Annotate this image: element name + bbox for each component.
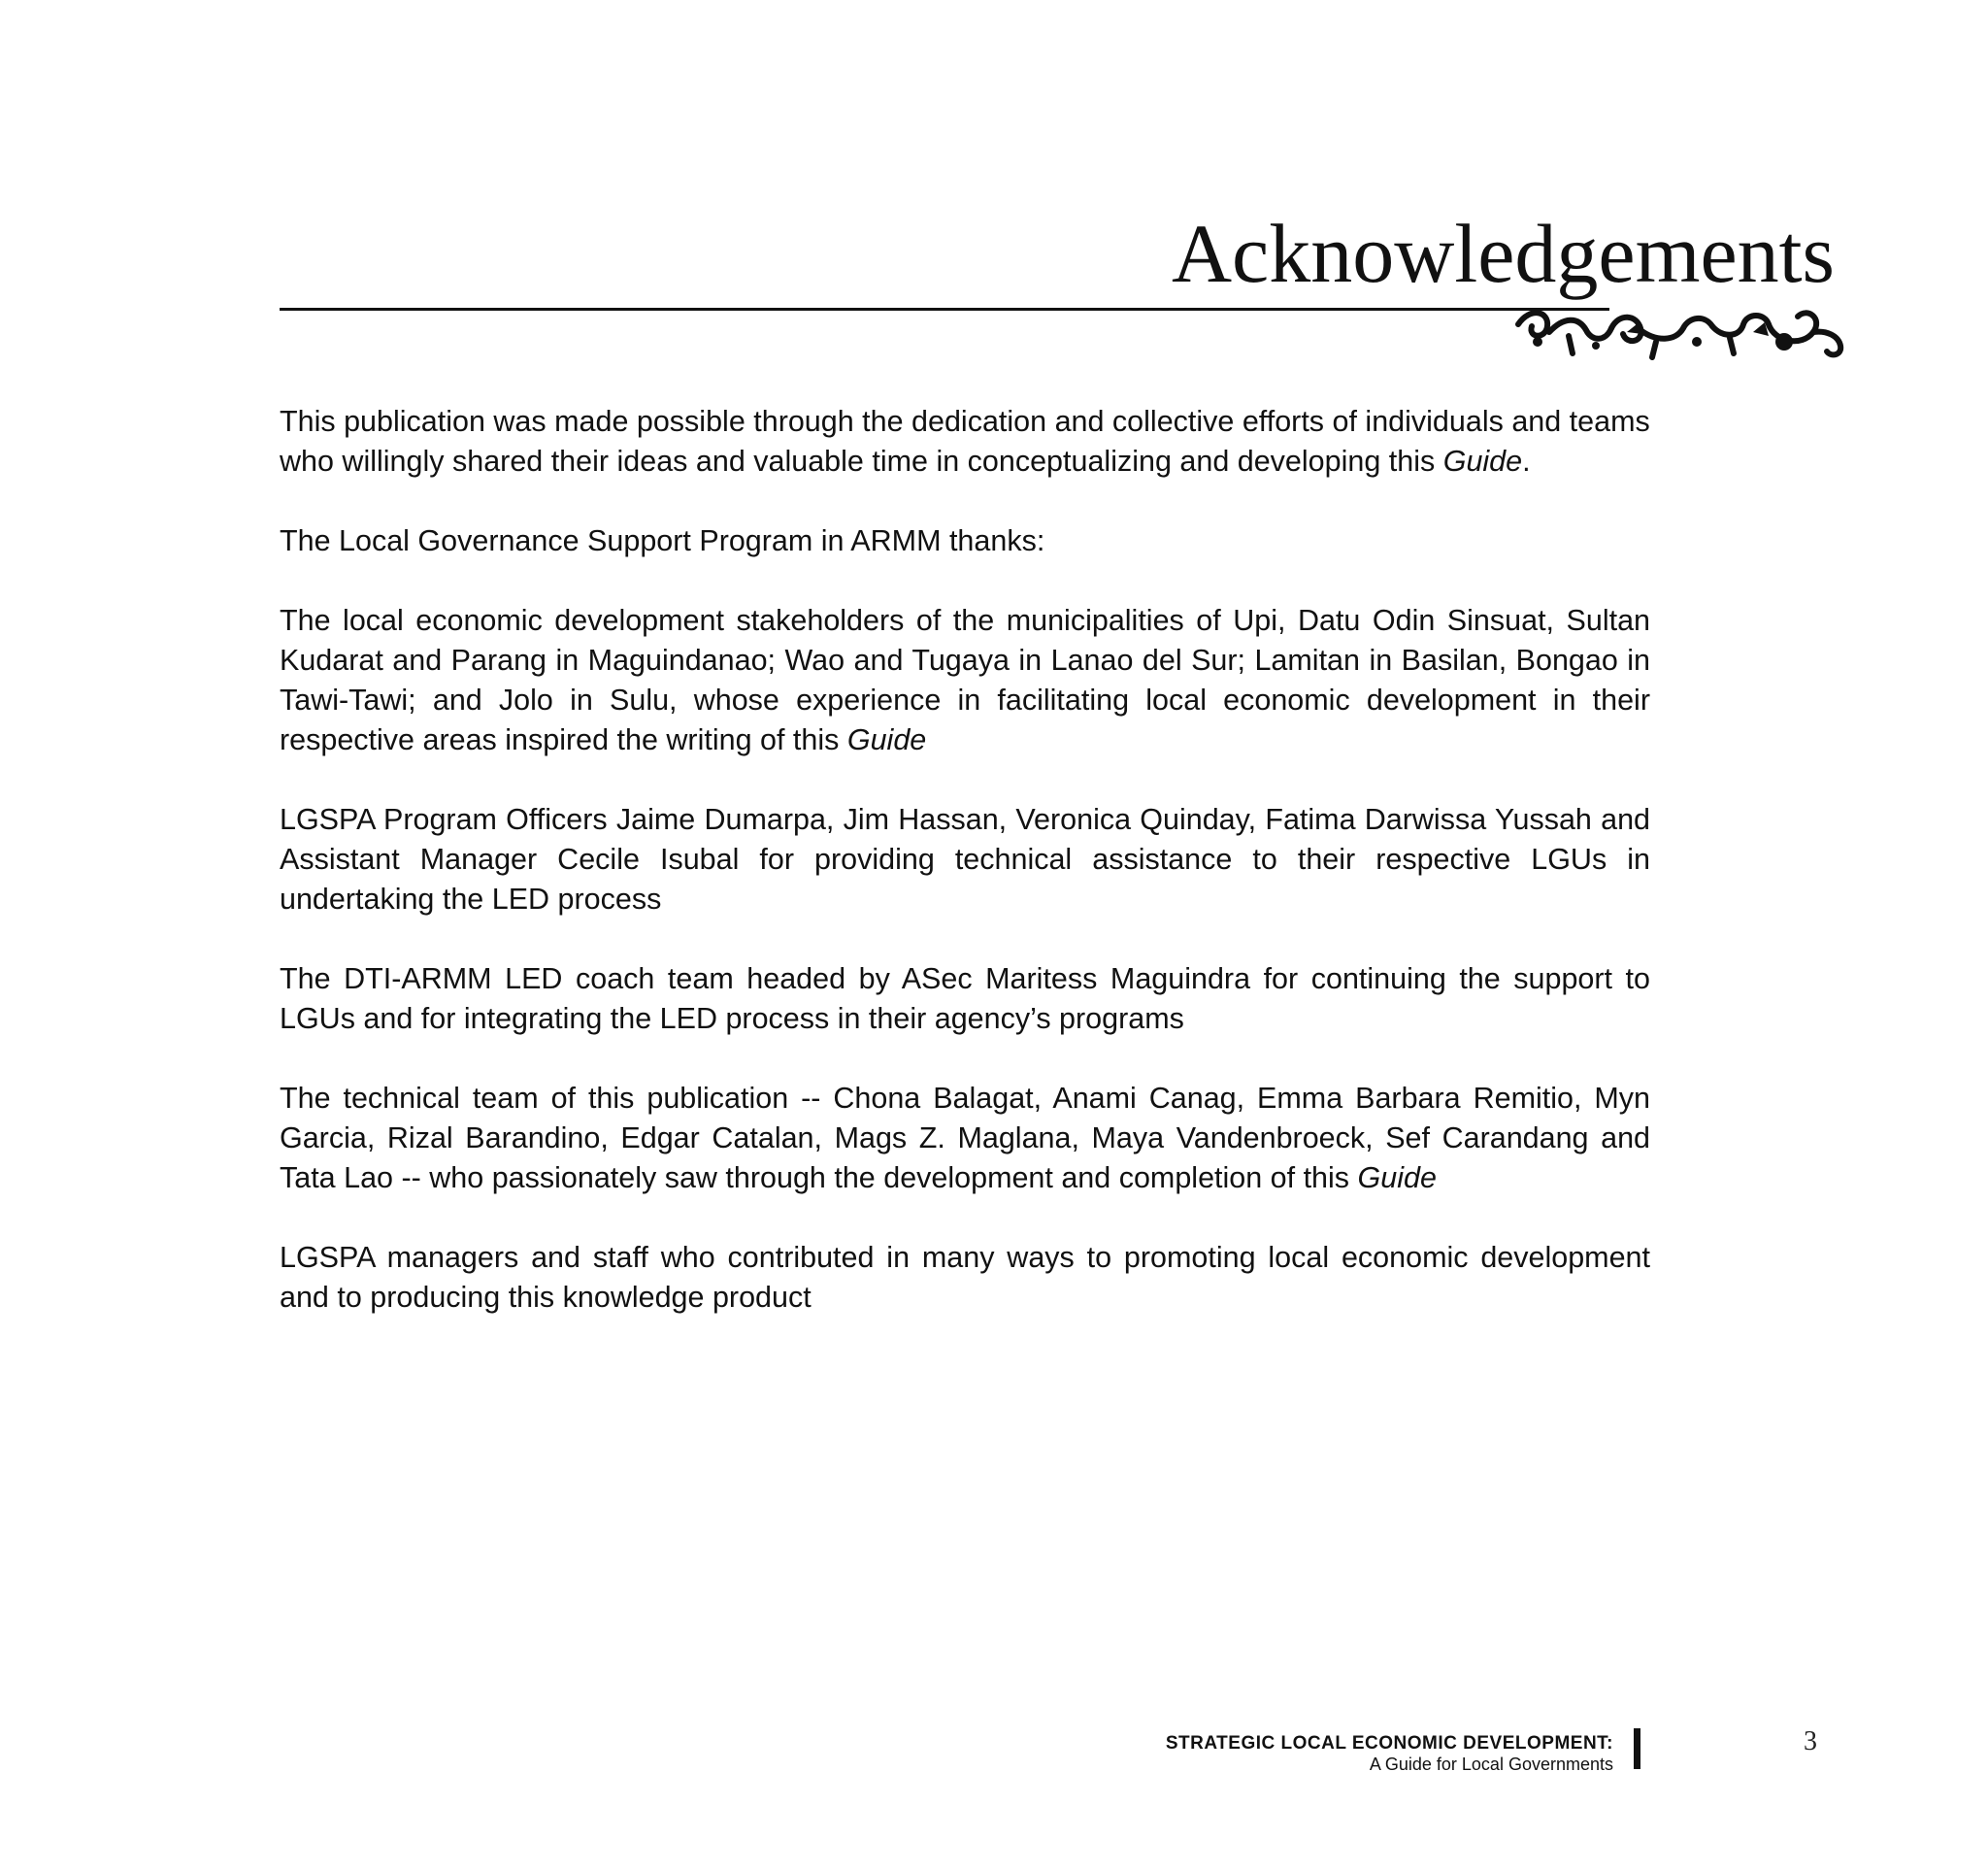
- running-footer: [1166, 1733, 1613, 1774]
- footer-divider-bar: [1634, 1728, 1640, 1769]
- stakeholders-text: The local economic development stakeholders of the municipalities of Upi, Datu Odin Sinsuat, Sultan Kudarat and Parang in Maguindanao; Wao and Tugaya in Lanao del Sur; Lamitan in Basilan, Bongao in Tawi-Tawi; and Jolo in Sulu, whose experience in facilitating local economic development in their respective areas inspired the writing of this: [280, 604, 1650, 756]
- footer-title: STRATEGIC LOCAL ECONOMIC DEVELOPMENT:: [1165, 1733, 1613, 1754]
- page-number: 3: [1804, 1726, 1817, 1756]
- thanks-paragraph: The Local Governance Support Program in ARMM thanks:: [280, 524, 1045, 557]
- stakeholders-paragraph: [280, 601, 1650, 760]
- dti-paragraph: The DTI-ARMM LED coach team headed by ASec Maritess Maguindra for continuing the support to LGUs and for integrating the LED process in their agency’s programs: [280, 962, 1650, 1035]
- intro-guide-italic: Guide: [1442, 445, 1523, 478]
- filigree-ornament-icon: [1510, 303, 1850, 361]
- technical-team-paragraph: [280, 1079, 1650, 1198]
- intro-end: .: [1522, 445, 1531, 478]
- footer-subtitle: A Guide for Local Governments: [1369, 1755, 1613, 1774]
- acknowledgements-body: [280, 402, 1650, 1357]
- intro-paragraph: [280, 402, 1650, 482]
- managers-paragraph: LGSPA managers and staff who contributed in many ways to promoting local economic development and to producing this knowledge product: [280, 1241, 1650, 1314]
- technical-guide-italic: Guide: [1357, 1161, 1437, 1194]
- intro-text: This publication was made possible through the dedication and collective efforts of individuals and teams who willingly shared their ideas and valuable time in conceptualizing and developing this: [280, 405, 1650, 478]
- officers-paragraph: LGSPA Program Officers Jaime Dumarpa, Jim Hassan, Veronica Quinday, Fatima Darwissa Yussah and Assistant Manager Cecile Isubal for providing technical assistance to their respective LGUs in undertaking the LED process: [280, 803, 1650, 916]
- title-rule: [280, 308, 1609, 311]
- technical-team-text: The technical team of this publication -- Chona Balagat, Anami Canag, Emma Barbara Remitio, Myn Garcia, Rizal Barandino, Edgar Catalan, Mags Z. Maglana, Maya Vandenbroeck, Sef Carandang and Tata Lao -- who passionately saw through the development and completion of this: [280, 1082, 1650, 1194]
- page-title: Acknowledgements: [1171, 207, 1835, 300]
- stakeholders-guide-italic: Guide: [846, 723, 927, 756]
